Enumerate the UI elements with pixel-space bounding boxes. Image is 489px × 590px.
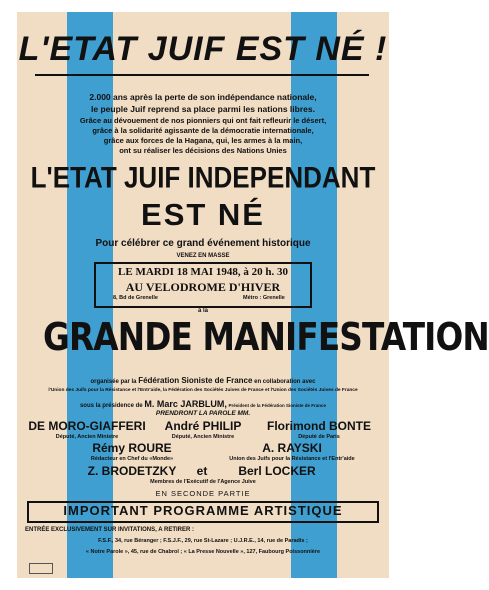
intro-line-3: Grâce au dévouement de nos pionniers qui ont fait refleurir le désert,: [79, 116, 327, 125]
address-line-1: F.S.F., 34, rue Béranger ; F.S.J.F., 29, rue St-Lazare ; U.J.R.E., 14, rue de Paradis ;: [98, 538, 308, 544]
speaker-rayski-role: Union des Juifs pour la Résistance et l'Entr'aide: [229, 456, 355, 462]
speaker-et: et: [196, 464, 208, 478]
prendront-la-parole: PRENDRONT LA PAROLE MM.: [155, 410, 251, 417]
speaker-roure: Rémy ROURE: [92, 441, 172, 455]
poster-title: L'ETAT JUIF EST NÉ !: [18, 30, 388, 68]
printer-logo: [29, 563, 53, 574]
organisee-line: [17, 376, 389, 385]
presidence-name: M. Marc JARBLUM,: [144, 399, 227, 409]
venue-metro: Métro : Grenelle: [243, 295, 285, 301]
venue-address: 8, Bd de Grenelle: [113, 295, 158, 301]
intro-line-4: grâce à la solidarité agissante de la démocratie internationale,: [92, 126, 314, 135]
headline-est-ne: EST NÉ: [141, 197, 265, 232]
presidence-suffix: Président de la Fédération Sioniste de France: [228, 403, 327, 408]
presidence-prefix: sous la présidence de: [79, 403, 143, 409]
speaker-brodetzky: Z. BRODETZKY: [87, 464, 177, 478]
event-date: LE MARDI 18 MAI 1948, à 20 h. 30: [118, 266, 288, 278]
seconde-partie: EN SECONDE PARTIE: [155, 489, 251, 498]
speaker-moro-giafferi: DE MORO-GIAFFERI: [28, 419, 146, 433]
intro-line-6: ont su réaliser les décisions des Nations Unies: [119, 146, 287, 155]
speaker-bonte-role: Député de Paris: [298, 434, 340, 440]
speaker-moro-giafferi-role: Député, Ancien Ministre: [55, 434, 119, 440]
organisee-prefix: organisée par la: [90, 379, 137, 385]
speaker-philip: André PHILIP: [164, 419, 242, 433]
intro-line-5: grâce aux forces de la Hagana, qui, les armes à la main,: [103, 136, 303, 145]
address-line-2: « Notre Parole », 45, rue de Chabrol ; « La Presse Nouvelle », 127, Faubourg Poissonnière: [85, 549, 321, 555]
celebrate-line: Pour célébrer ce grand événement historique: [95, 238, 311, 249]
intro-line-2: le peuple Juif reprend sa place parmi les nations libres.: [91, 104, 315, 114]
programme-artistique: IMPORTANT PROGRAMME ARTISTIQUE: [63, 503, 343, 518]
speaker-rayski: A. RAYSKI: [262, 441, 322, 455]
speaker-roure-role: Rédacteur en Chef du «Monde»: [90, 456, 174, 462]
venez-en-masse: VENEZ EN MASSE: [176, 253, 230, 259]
presidence-line: [17, 399, 389, 409]
entree-line: ENTRÉE EXCLUSIVEMENT SUR INVITATIONS, A RETIRER :: [25, 527, 195, 533]
organisee-suffix: en collaboration avec: [254, 379, 316, 385]
intro-line-1: 2.000 ans après la perte de son indépendance nationale,: [89, 92, 317, 102]
speaker-bonte: Florimond BONTE: [267, 419, 371, 433]
organisee-org: Fédération Sioniste de France: [138, 376, 253, 385]
union-line: l'Union des Juifs pour la Résistance et l'Entr'aide, la Fédération des Sociétés Juives de France et l'Union des Sociétés Juives de France: [48, 388, 358, 393]
title-underline: [35, 74, 369, 76]
a-la: à la: [197, 308, 208, 314]
grande-manifestation: GRANDE MANIFESTATION: [43, 315, 489, 359]
speaker-locker: Berl LOCKER: [238, 464, 316, 478]
headline-independant: L'ETAT JUIF INDEPENDANT: [30, 159, 376, 195]
agence-juive-role: Membres de l'Exécutif de l'Agence Juive: [150, 479, 256, 485]
speaker-philip-role: Député, Ancien Ministre: [171, 434, 235, 440]
event-venue: AU VELODROME D'HIVER: [125, 280, 281, 294]
poster: [17, 12, 489, 578]
